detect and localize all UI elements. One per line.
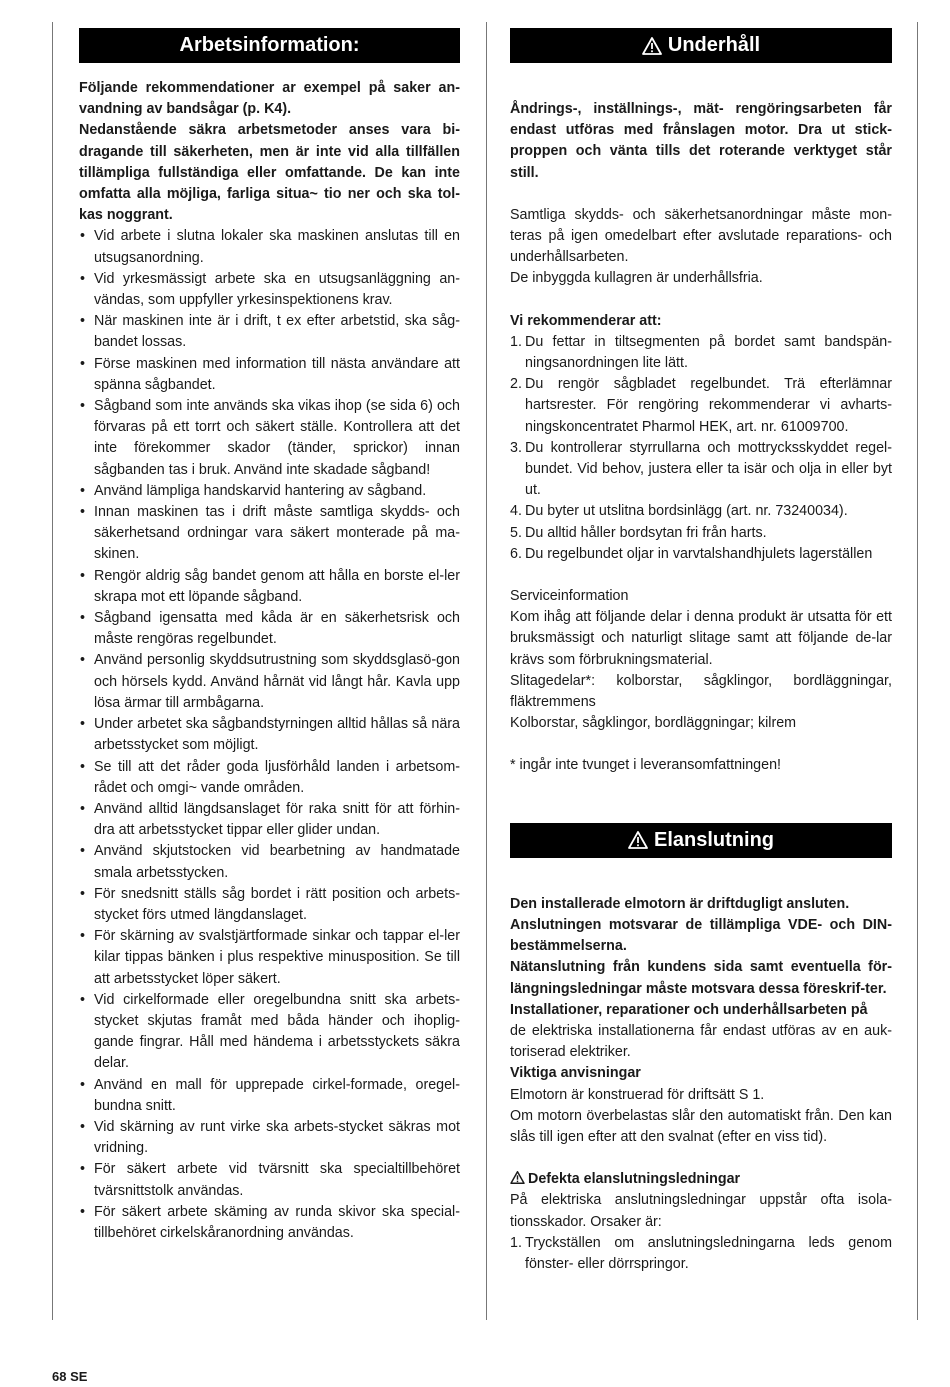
item-text: Du rengör sågbladet regelbundet. Trä efterlämnar hartsrester. För rengöring rekommenderar vi avharts-ningskoncentratet Pharmol HEK, art. nr. 61009700. [525, 376, 892, 435]
list-item: • Använd skjutstocken vid bearbetning av handmatade smala arbetsstycken. [79, 841, 460, 883]
item-text: Du kontrollerar styrrullarna och mottrycksskyddet regel-bundet. Vid behov, justera eller ta isär och olja in eller byt ut. [525, 439, 892, 499]
electrical-bold-4: Installationer, reparationer och underhållsarbeten på [510, 1001, 868, 1018]
list-item: • Vid cirkelformade eller oregelbundna snitt ska arbets-stycket skjutas framåt med båda händer och ihoplig-gande fingrar. Håll med händema i arbetsstyckets säkra delar. [79, 990, 460, 1075]
item-text: Du fettar in tiltsegmenten på bordet samt bandspän-ningsanordningen lite lätt. [525, 333, 892, 372]
list-item [510, 523, 892, 544]
elanslutning-heading-text: Elanslutning [654, 828, 774, 851]
list-item: • För säkert arbete skäming av runda skivor ska special-tillbehöret cirkelskåranordning användas. [79, 1202, 460, 1244]
list-item: • Vid yrkesmässigt arbete ska en utsugsanläggning an-vändas, som uppfyller yrkesinspektionens krav. [79, 269, 460, 311]
item-number: 4. [510, 503, 522, 520]
list-item: • För skärning av svalstjärtformade sinkar och tappar el-ler kilar tippas bänken i plus respektive minusposition. Se till att arbetsstycket löper säkert. [79, 926, 460, 990]
item-text: Du regelbundet oljar in varvtalshandhjulets lagerställen [525, 545, 873, 562]
service-text: Kom ihåg att följande delar i denna produkt är utsatta för ett bruksmässigt och naturligt slitage samt att följande de-lar krävs som förbrukningsmaterial. [510, 609, 892, 668]
service-title: Serviceinformation [510, 588, 629, 605]
arbetsinformation-heading-text: Arbetsinformation: [179, 34, 360, 56]
page-number: 68 SE [52, 1369, 88, 1384]
item-text: Du alltid håller bordsytan fri från harts. [525, 524, 767, 541]
warning-icon [642, 37, 662, 55]
list-item: • För säkert arbete vid tvärsnitt ska specialtillbehöret tvärsnittstolk användas. [79, 1159, 460, 1201]
defect-text: På elektriska anslutningsledningar uppstår ofta isola-tionsskador. Orsaker är: [510, 1192, 892, 1230]
underhall-heading-text: Underhåll [667, 34, 761, 56]
footnote: * ingår inte tvunget i leveransomfattningen! [510, 757, 782, 774]
list-item: • Under arbetet ska sågbandstyrningen alltid hållas så nära arbetsstycket som möjligt. [79, 714, 460, 756]
list-item: • Vid skärning av runt virke ska arbets-stycket säkras mot vridning. [79, 1117, 460, 1159]
list-item [510, 1233, 892, 1275]
important-text-2: Om motorn överbelastas slår den automatiskt från. Den kan slås till igen efter att den svalnat (efter en viss tid). [510, 1107, 892, 1145]
maintenance-paragraph: Samtliga skydds- och säkerhetsanordningar måste mon-teras på igen omedelbart efter avslutade reparations- och underhållsarbeten. [510, 206, 892, 266]
item-number: 1. [510, 333, 522, 350]
list-item: • Använd alltid längdsanslaget för raka snitt för att förhin-dra att arbetsstycket tippar eller glider undan. [79, 799, 460, 841]
warning-icon [628, 831, 648, 849]
list-item [510, 544, 892, 565]
right-margin-rule [917, 22, 918, 1320]
list-item: • Se till att det råder goda ljusförhåld landen i arbetsom-rådet och omgi~ vande områden. [79, 757, 460, 799]
list-item [510, 332, 892, 374]
list-item: • Använd en mall för upprepade cirkel-formade, oregel-bundna snitt. [79, 1075, 460, 1117]
list-item: • För snedsnitt ställs såg bordet i rätt position och arbets-stycket förs utmed längdanslaget. [79, 884, 460, 926]
left-margin-rule [52, 22, 53, 1320]
important-title: Viktiga anvisningar [510, 1065, 641, 1082]
list-item: • Rengör aldrig såg bandet genom att hålla en borste el-ler skrapa mot ett löpande sågband. [79, 566, 460, 608]
item-number: 2. [510, 376, 522, 393]
elanslutning-heading [510, 823, 892, 858]
underhall-heading [510, 28, 892, 63]
electrical-bold-2: Anslutningen motsvarar de tillämpliga VDE- och DIN-bestämmelserna. [510, 916, 892, 955]
item-number: 5. [510, 524, 522, 541]
list-item: • Sågband som inte används ska vikas ihop (se sida 6) och förvaras på ett torrt och säkert ställe. Kontrollera att det inte förekommer skador (tänder, sprickor) innan sågbanden tas i bruk. Använd inte skadade sågband! [79, 396, 460, 481]
recommend-title: Vi rekommenderar att: [510, 312, 662, 329]
item-number: 3. [510, 439, 522, 456]
arbetsinformation-heading [79, 28, 460, 63]
list-item: • Vid arbete i slutna lokaler ska maskinen anslutas till en utsugsanordning. [79, 226, 460, 268]
list-item: • Förse maskinen med information till nästa användare att spänna sågbandet. [79, 354, 460, 396]
item-text: Tryckställen om anslutningsledningarna leds genom fönster- eller dörrspringor. [525, 1234, 892, 1272]
list-item [510, 374, 892, 438]
electrical-bold-1: Den installerade elmotorn är driftdugligt ansluten. [510, 895, 850, 912]
list-item: • Använd lämpliga handskarvid hantering av sågband. [79, 481, 460, 502]
intro-paragraph-2: Nedanstående säkra arbetsmetoder anses vara bi-dragande till säkerheten, men är inte vid alla tillfällen tillämpliga fullständiga eller omfattande. De kan inte omfatta alla möjliga, farliga situa~ tio ner och ska tol-kas noggrant. [79, 122, 460, 224]
item-number: 1. [510, 1234, 522, 1251]
right-column [510, 28, 892, 1275]
list-item [510, 438, 892, 502]
wear-parts: Slitagedelar*: kolborstar, sågklingor, bordläggningar, fläktremmens [510, 672, 892, 711]
electrical-text-4: de elektriska installationerna får endast utföras av en auk-toriserad elektriker. [510, 1022, 892, 1061]
safety-list [79, 226, 460, 1244]
item-number: 6. [510, 545, 522, 562]
center-column-rule [486, 22, 487, 1320]
list-item: • Innan maskinen tas i drift måste samtliga skydds- och säkerhetsand ordningar vara säkert monterade på ma-skinen. [79, 502, 460, 566]
warning-icon [510, 1171, 525, 1184]
wear-parts-list: Kolborstar, sågklingor, bordläggningar; kilrem [510, 715, 797, 732]
recommend-list [510, 332, 892, 565]
maintenance-warning: Åndrings-, inställnings-, mät- rengöringsarbeten får endast utföras med frånslagen motor. Dra ut stick-proppen och vänta tills det roterande verktyget står still. [510, 101, 892, 181]
defect-title-row [510, 1169, 892, 1190]
list-item [510, 501, 892, 522]
important-text-1: Elmotorn är konstruerad för driftsätt S 1. [510, 1086, 765, 1103]
bearing-note: De inbyggda kullagren är underhållsfria. [510, 270, 763, 287]
electrical-bold-3: Nätanslutning från kundens sida samt eventuella för-längningsledningar måste motsvara dessa föreskrif-ter. [510, 959, 892, 997]
defect-list [510, 1233, 892, 1275]
list-item: • När maskinen inte är i drift, t ex efter arbetstid, ska såg-bandet lossas. [79, 311, 460, 353]
list-item: • Använd personlig skyddsutrustning som skyddsglasö-gon och hörsels kydd. Använd hårnät vid långt hår. Kavla upp lösa ärmar till armbågarna. [79, 650, 460, 714]
intro-paragraph-1: Följande rekommendationer ar exempel på saker an-vandning av bandsågar (p. K4). [79, 80, 460, 118]
item-text: Du byter ut utslitna bordsinlägg (art. nr. 73240034). [525, 503, 848, 520]
defect-title: Defekta elanslutningsledningar [528, 1171, 741, 1188]
left-column [79, 28, 460, 1244]
list-item: • Sågband igensatta med kåda är en säkerhetsrisk och måste rengöras regelbundet. [79, 608, 460, 650]
